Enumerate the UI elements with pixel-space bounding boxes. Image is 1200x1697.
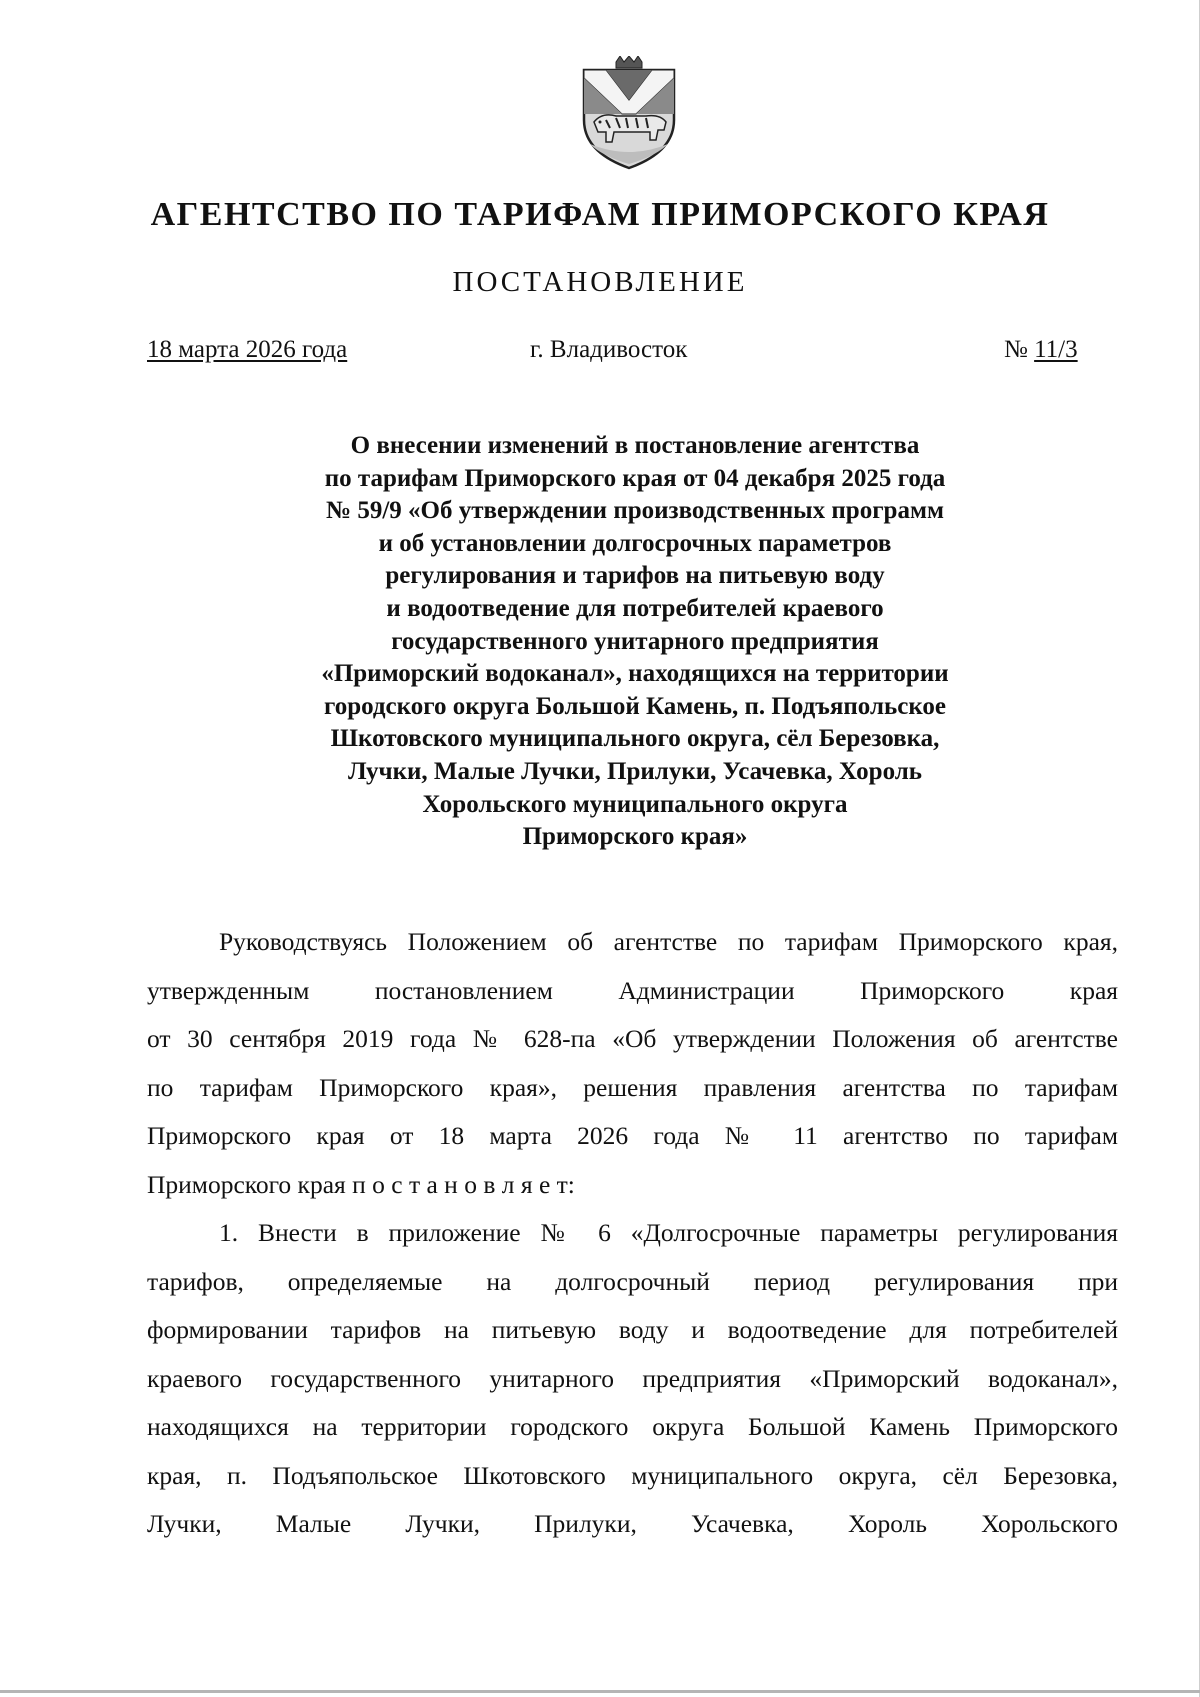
title-line: Лучки, Малые Лучки, Прилуки, Усачевка, Хороль bbox=[348, 757, 922, 785]
title-line: регулирования и тарифов на питьевую воду bbox=[385, 562, 885, 590]
title-line: Шкотовского муниципального округа, сёл Березовка, bbox=[330, 725, 940, 753]
body-line: от 30 сентября 2019 года № 628-па «Об утверждении Положения об агентстве bbox=[147, 1024, 1118, 1053]
document-body bbox=[147, 918, 1118, 1549]
body-line: находящихся на территории городского округа Большой Камень Приморского bbox=[147, 1412, 1118, 1441]
body-line: края, п. Подъяпольское Шкотовского муниципального округа, сёл Березовка, bbox=[147, 1460, 1118, 1490]
number-prefix: № bbox=[1004, 336, 1028, 363]
document-date: 18 марта 2026 года bbox=[147, 336, 348, 363]
title-line: № 59/9 «Об утверждении производственных программ bbox=[325, 497, 945, 525]
scan-edge-bottom bbox=[0, 1690, 1200, 1693]
body-line: тарифов, определяемые на долгосрочный период регулирования при bbox=[147, 1266, 1118, 1296]
title-line: Хорольского муниципального округа bbox=[422, 790, 848, 818]
title-line: государственного унитарного предприятия bbox=[391, 627, 879, 655]
body-line: утвержденным постановлением Администрации Приморского края bbox=[147, 975, 1118, 1005]
title-line: и водоотведение для потребителей краевого bbox=[386, 594, 884, 622]
body-line: краевого государственного унитарного предприятия «Приморский водоканал», bbox=[147, 1363, 1118, 1393]
document-title bbox=[250, 430, 1020, 854]
body-line: Лучки, Малые Лучки, Прилуки, Усачевка, Хороль Хорольского bbox=[147, 1509, 1118, 1538]
title-line: городского округа Большой Камень, п. Подъяпольское bbox=[323, 692, 946, 720]
body-line: формировании тарифов на питьевую воду и водоотведение для потребителей bbox=[147, 1315, 1118, 1344]
body-line: Приморского края от 18 марта 2026 года № 11 агентство по тарифам bbox=[147, 1121, 1118, 1150]
agency-name: АГЕНТСТВО ПО ТАРИФАМ ПРИМОРСКОГО КРАЯ bbox=[150, 196, 1050, 233]
title-line: и об установлении долгосрочных параметров bbox=[378, 529, 892, 557]
title-line: по тарифам Приморского края от 04 декабря 2025 года bbox=[324, 464, 946, 492]
document-number bbox=[1004, 336, 1078, 364]
body-line: 1. Внести в приложение № 6 «Долгосрочные параметры регулирования bbox=[219, 1218, 1118, 1247]
title-line: Приморского края» bbox=[522, 823, 748, 851]
title-line: О внесении изменений в постановление агентства bbox=[350, 432, 920, 459]
title-line: «Приморский водоканал», находящихся на территории bbox=[321, 660, 949, 688]
body-line: Приморского края п о с т а н о в л я е т: bbox=[147, 1169, 575, 1199]
primorsky-krai-coat-of-arms-icon bbox=[576, 56, 682, 172]
document-type: ПОСТАНОВЛЕНИЕ bbox=[452, 266, 748, 298]
number-value: 11/3 bbox=[1034, 336, 1078, 363]
document-city: г. Владивосток bbox=[530, 336, 688, 363]
body-line: Руководствуясь Положением об агентстве по тарифам Приморского края, bbox=[219, 927, 1118, 956]
body-line: по тарифам Приморского края», решения правления агентства по тарифам bbox=[147, 1072, 1118, 1102]
